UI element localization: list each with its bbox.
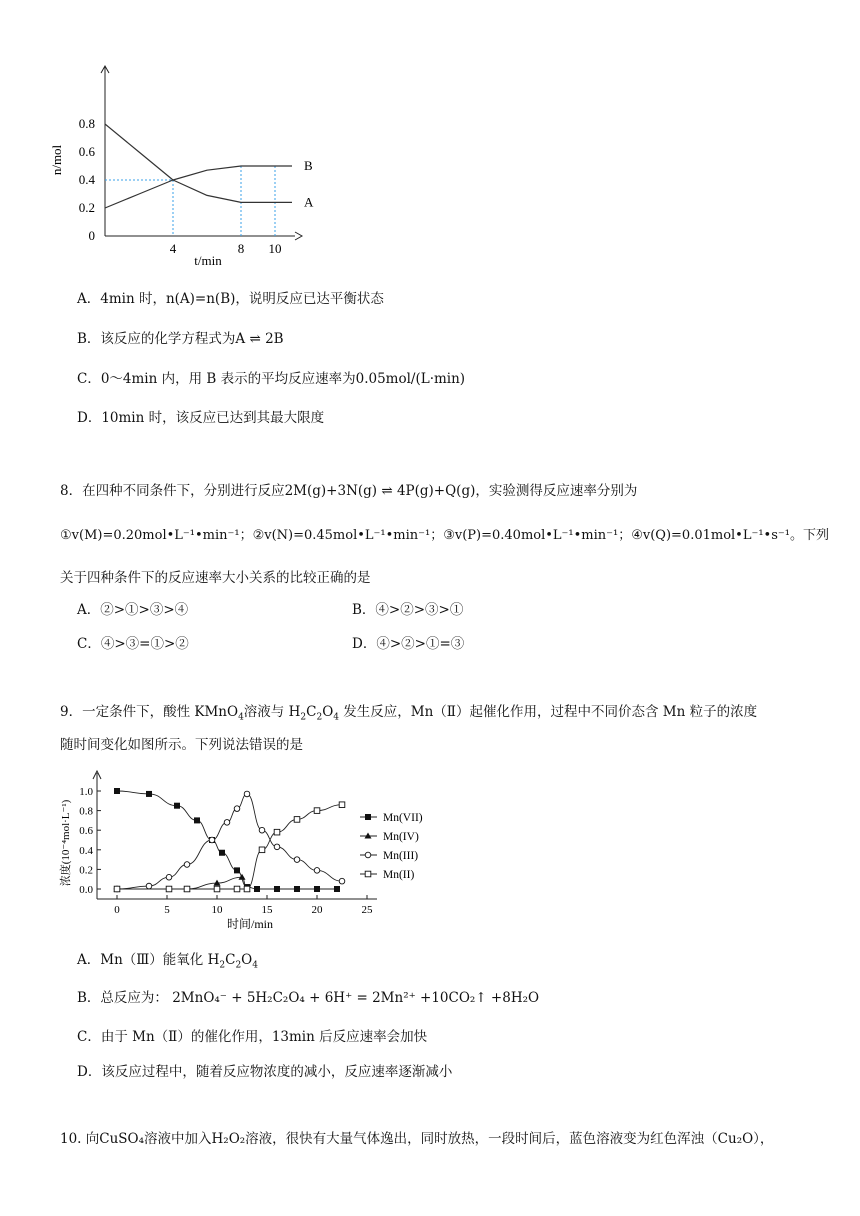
q9-x-tick-label: 5 bbox=[164, 904, 170, 916]
q7-series-label: B bbox=[304, 158, 313, 173]
q8-stem-line2: ①v(M)=0.20mol•L⁻¹•min⁻¹；②v(N)=0.45mol•L⁻¹•min⁻¹；③v(P)=0.40mol•L⁻¹•min⁻¹；④v(Q)=0.01mol•L⁻¹•s⁻¹。下列 bbox=[60, 528, 829, 543]
q9-data-point bbox=[166, 874, 172, 880]
q9-data-point bbox=[244, 886, 250, 892]
q7-option-c: C．0～4min 内，用 B 表示的平均反应速率为0.05mol/(L·min) bbox=[77, 371, 466, 387]
q8-option-b: B．④>②>③>① bbox=[352, 602, 464, 618]
q9-legend-label: Mn(II) bbox=[383, 869, 415, 881]
q9-data-point bbox=[234, 886, 240, 892]
q9-data-point bbox=[234, 806, 240, 812]
q7-ticks bbox=[79, 116, 282, 256]
q9-data-point bbox=[146, 883, 152, 889]
q9-legend-marker bbox=[365, 852, 371, 858]
q7-x-tick-label: 4 bbox=[169, 241, 177, 256]
q9-x-tick-label: 20 bbox=[311, 904, 323, 916]
q9-data-point bbox=[184, 862, 190, 868]
q9-data-point bbox=[194, 817, 200, 823]
q8-stem-line3: 关于四种条件下的反应速率大小关系的比较正确的是 bbox=[60, 570, 371, 586]
q7-option-b: B．该反应的化学方程式为A ⇌ 2B bbox=[77, 331, 284, 347]
q9-data-point bbox=[166, 886, 172, 892]
q9-y-tick-label: 0.6 bbox=[79, 825, 93, 838]
q9-data-point bbox=[259, 847, 265, 853]
q7-chart bbox=[40, 60, 340, 275]
q9-data-point bbox=[314, 886, 320, 892]
q9-y-tick-label: 0.2 bbox=[79, 864, 93, 877]
q9-data-point bbox=[234, 867, 240, 873]
q8-option-c: C．④>③=①>② bbox=[77, 636, 189, 652]
q9-stem-line1: 9．一定条件下，酸性 KMnO$_4$溶液与 $H_2C_2O_4$ 发生反应，Mn（Ⅱ）起催化作用，过程中不同价态含 Mn 粒子的浓度 bbox=[60, 704, 758, 723]
q7-guides bbox=[105, 166, 275, 236]
q9-data-point bbox=[239, 874, 246, 880]
q9-legend-label: Mn(VII) bbox=[383, 812, 423, 824]
q9-legend-label: Mn(III) bbox=[383, 850, 419, 862]
q9-option-d: D．该反应过程中，随着反应物浓度的减小，反应速率逐渐减小 bbox=[77, 1064, 453, 1080]
q9-y-tick-label: 1.0 bbox=[79, 786, 93, 798]
q9-data-point bbox=[294, 817, 300, 823]
q9-chart bbox=[55, 765, 455, 935]
q9-x-tick-label: 25 bbox=[361, 904, 373, 916]
q9-x-tick-label: 10 bbox=[211, 904, 223, 916]
q7-option-d: D．10min 时，该反应已达到其最大限度 bbox=[77, 410, 325, 426]
q9-x-tick-label: 0 bbox=[114, 904, 120, 916]
q9-series bbox=[114, 788, 345, 892]
q9-data-point bbox=[334, 886, 340, 892]
q10-stem-line1: 10. 向CuSO₄溶液中加入H₂O₂溶液，很快有大量气体逸出，同时放热，一段时间后，蓝色溶液变为红色浑浊（Cu₂O）， bbox=[60, 1131, 774, 1147]
q9-legend bbox=[360, 812, 423, 881]
q8-option-a: A．②>①>③>④ bbox=[77, 602, 189, 618]
q9-ticks bbox=[79, 786, 373, 916]
q7-y-tick-label: 0.2 bbox=[78, 200, 95, 215]
q9-data-point bbox=[224, 820, 230, 826]
q9-data-point bbox=[244, 791, 250, 797]
q9-option-b: B．总反应为： 2MnO₄⁻ + 5H₂C₂O₄ + 6H⁺ = 2Mn²⁺ +10CO₂↑ +8H₂O bbox=[77, 990, 540, 1006]
q9-series-line bbox=[117, 794, 342, 889]
q9-series-line bbox=[117, 805, 342, 889]
q7-x-arrow bbox=[295, 232, 302, 240]
q9-y-axis-label: 浓度(10⁻⁴mol·L⁻¹) bbox=[60, 799, 72, 887]
q7-series-line bbox=[105, 166, 292, 208]
q9-data-point bbox=[314, 868, 320, 874]
q9-x-axis-label: 时间/min bbox=[226, 917, 274, 931]
q9-x-tick-label: 15 bbox=[261, 904, 273, 916]
q9-data-point bbox=[314, 808, 320, 814]
q7-y-tick-label: 0 bbox=[88, 228, 95, 243]
q9-data-point bbox=[294, 857, 300, 863]
q9-option-c: C．由于 Mn（Ⅱ）的催化作用，13min 后反应速率会加快 bbox=[77, 1029, 428, 1045]
q9-legend-marker bbox=[365, 814, 371, 820]
q9-data-point bbox=[254, 886, 260, 892]
q9-axes bbox=[93, 771, 377, 899]
q9-stem-line2: 随时间变化如图所示。下列说法错误的是 bbox=[60, 737, 303, 753]
q9-data-point bbox=[339, 802, 345, 808]
q7-y-axis-label: n/mol bbox=[49, 144, 64, 176]
q9-series-line bbox=[117, 791, 337, 889]
q9-data-point bbox=[294, 886, 300, 892]
q7-series-label: A bbox=[304, 194, 314, 210]
q7-y-tick-label: 0.6 bbox=[78, 144, 95, 159]
q9-data-point bbox=[214, 886, 220, 892]
q9-data-point bbox=[274, 886, 280, 892]
q7-x-tick-label: 10 bbox=[268, 241, 282, 256]
q7-series-line bbox=[105, 124, 292, 202]
q9-data-point bbox=[219, 850, 225, 856]
q7-x-tick-label: 8 bbox=[237, 241, 245, 256]
q9-data-point bbox=[259, 827, 265, 833]
q9-data-point bbox=[184, 886, 190, 892]
q8-option-d: D．④>②>①=③ bbox=[352, 636, 465, 652]
q9-y-tick-label: 0.8 bbox=[79, 805, 93, 818]
q9-y-tick-label: 0.4 bbox=[79, 844, 93, 857]
q7-y-tick-label: 0.4 bbox=[78, 172, 95, 187]
q9-legend-marker bbox=[365, 871, 371, 877]
q7-y-tick-label: 0.8 bbox=[78, 116, 95, 131]
q9-data-point bbox=[146, 791, 152, 797]
q9-data-point bbox=[209, 837, 215, 843]
q9-option-a: A．Mn（Ⅲ）能氧化 $H_2C_2O_4$ bbox=[77, 952, 258, 971]
q9-legend-label: Mn(IV) bbox=[383, 831, 419, 843]
q9-data-point bbox=[274, 844, 280, 850]
q8-stem-line1: 8．在四种不同条件下，分别进行反应2M(g)+3N(g) ⇌ 4P(g)+Q(g)，实验测得反应速率分别为 bbox=[60, 483, 638, 499]
q7-axes bbox=[101, 66, 302, 240]
q9-data-point bbox=[114, 788, 120, 794]
q9-legend-marker bbox=[365, 833, 372, 839]
q9-data-point bbox=[274, 829, 280, 835]
q9-data-point bbox=[339, 878, 345, 884]
q9-data-point bbox=[174, 803, 180, 809]
q7-x-axis-label: t/min bbox=[194, 253, 222, 268]
q9-y-tick-label: 0.0 bbox=[79, 884, 93, 896]
q9-data-point bbox=[114, 886, 120, 892]
q7-series bbox=[105, 124, 314, 209]
q7-option-a: A．4min 时，n(A)=n(B)，说明反应已达平衡状态 bbox=[77, 291, 384, 307]
